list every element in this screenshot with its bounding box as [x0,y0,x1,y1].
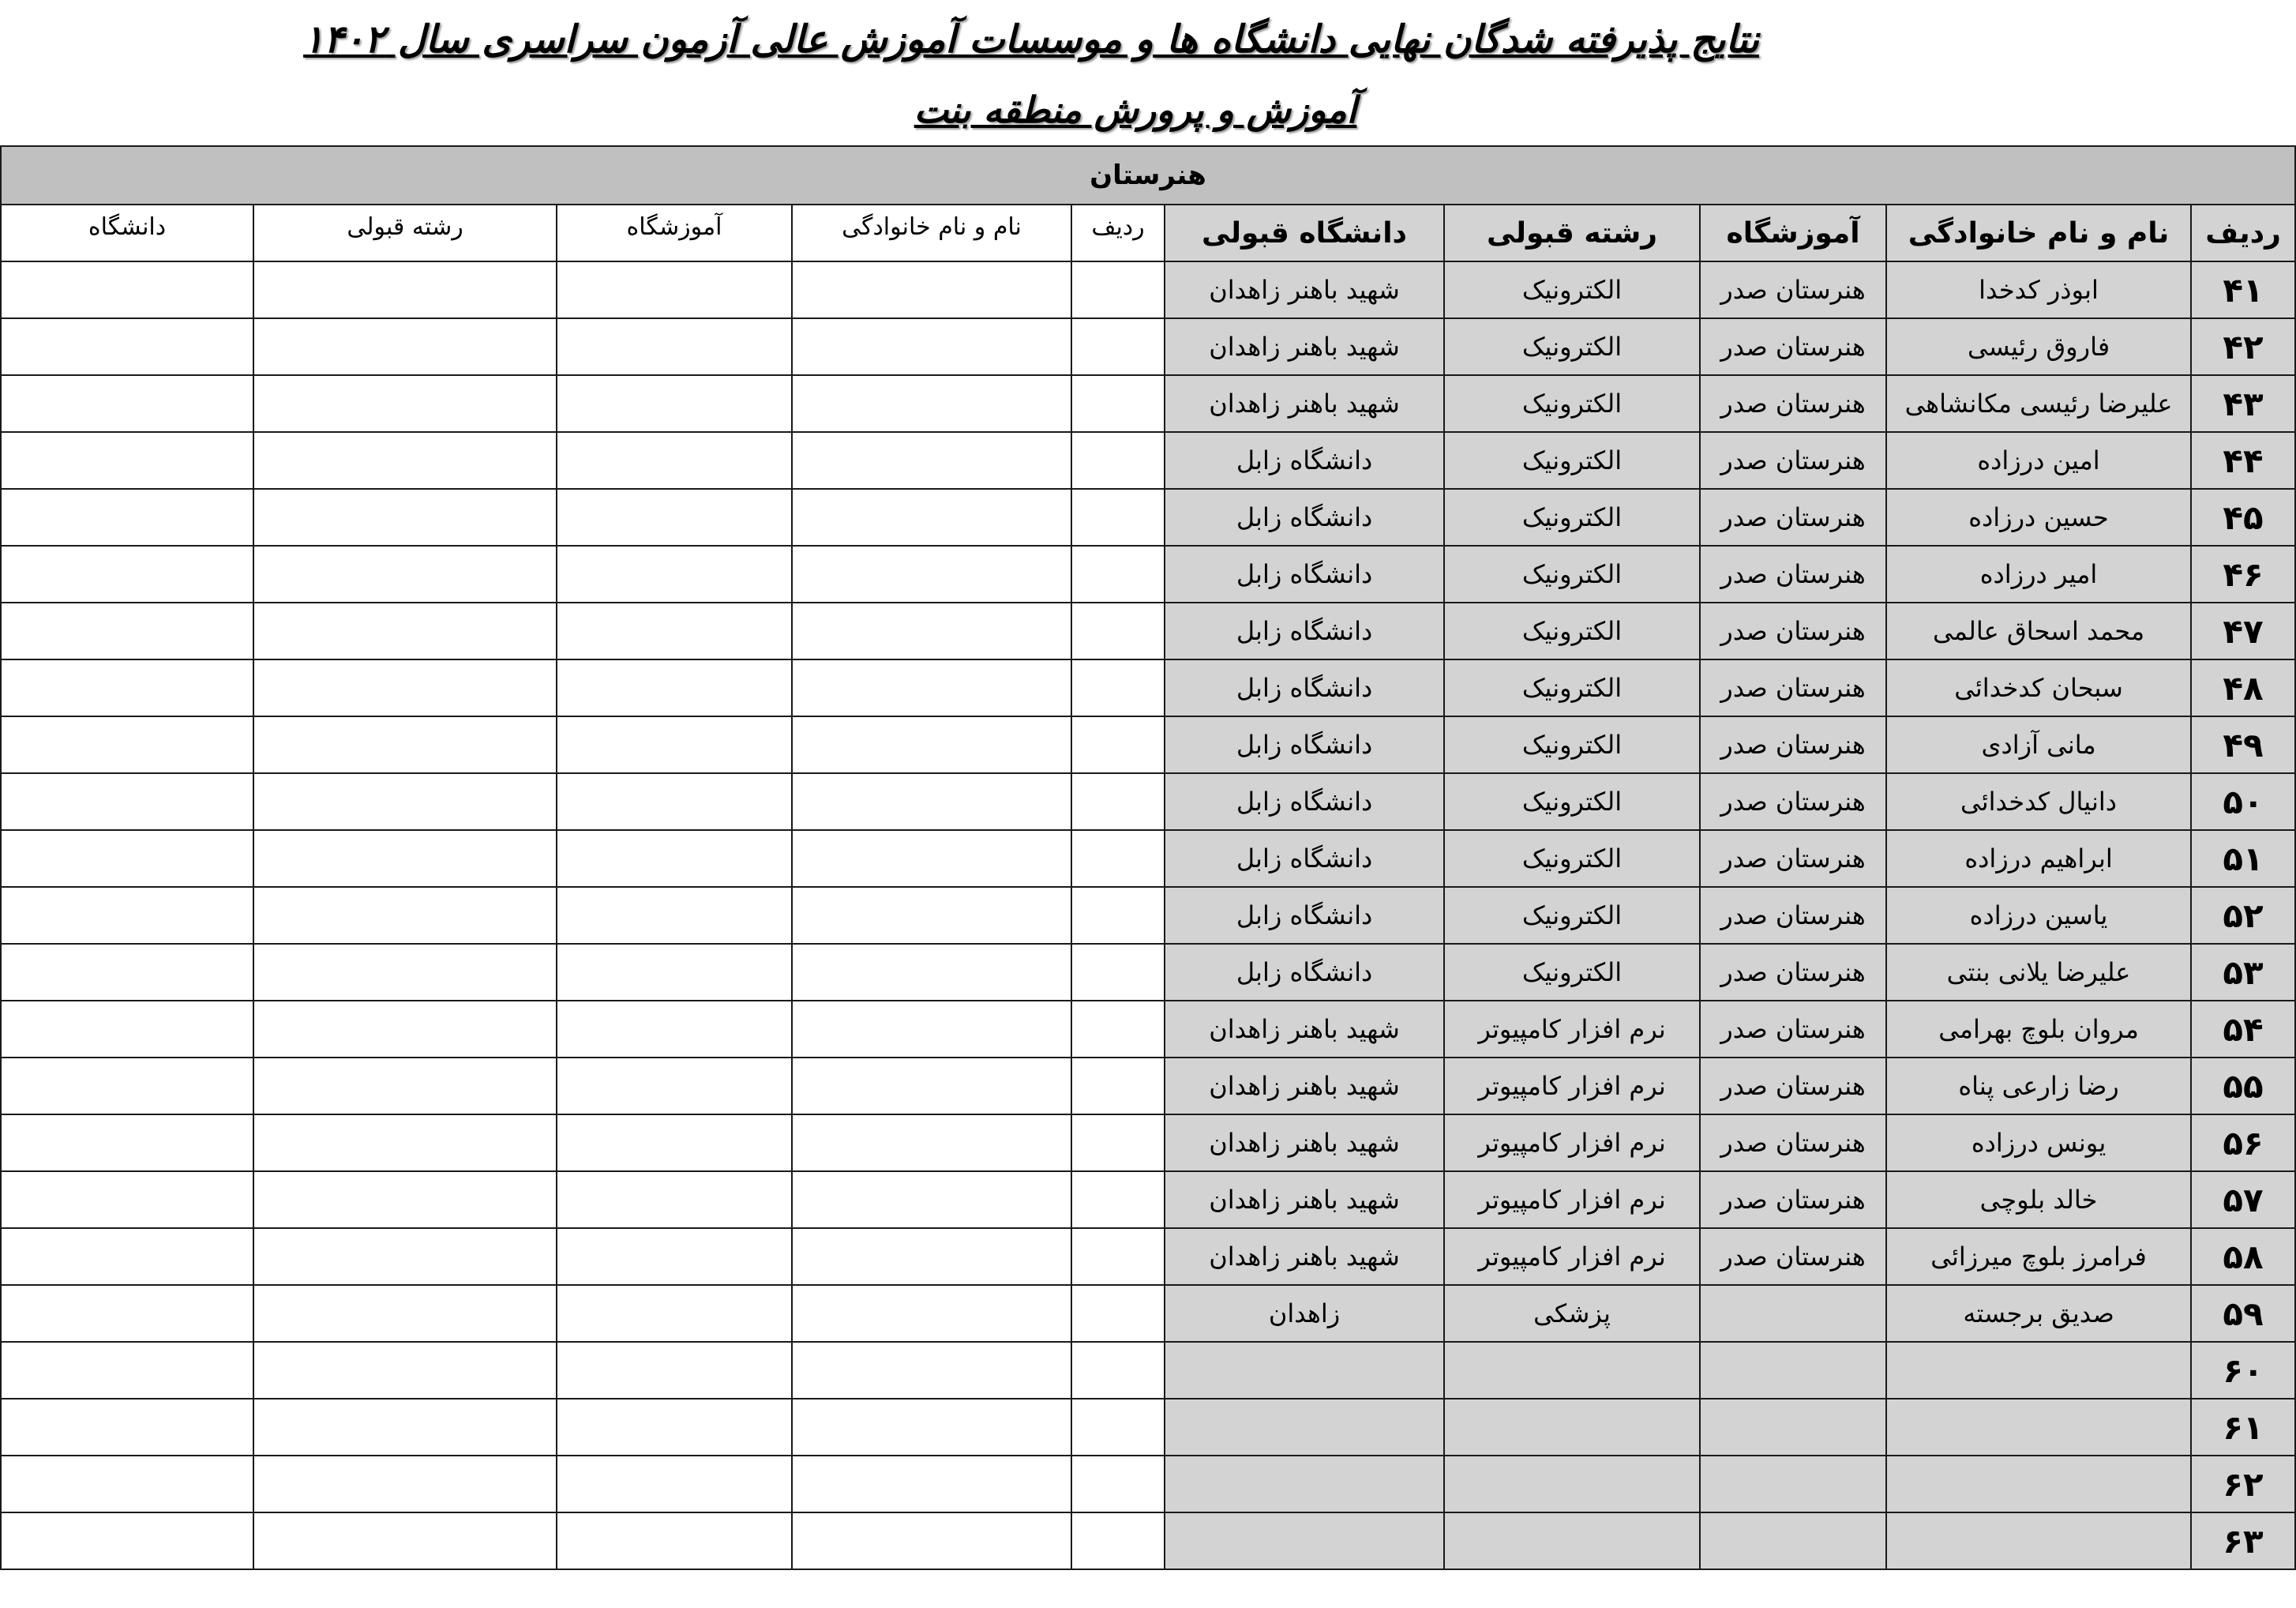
empty-cell [557,489,792,546]
header-school-2: آموزشگاه [557,205,792,261]
empty-cell [792,1114,1071,1171]
table-row [1,432,2295,489]
empty-cell [253,944,557,1001]
header-field: رشته قبولی [1444,205,1700,261]
empty-cell [557,659,792,716]
empty-cell [557,375,792,432]
empty-cell [253,432,557,489]
table-row [1,887,2295,944]
name-cell: ابراهیم درزاده [1886,830,2191,887]
header-field-2: رشته قبولی [253,205,557,261]
name-cell: علیرضا یلانی بنتی [1886,944,2191,1001]
name-cell: فرامرز بلوچ میرزائی [1886,1228,2191,1285]
empty-cell [1,1228,253,1285]
school-cell: هنرستان صدر [1700,773,1886,830]
empty-cell [557,1228,792,1285]
university-cell: زاهدان [1165,1285,1444,1342]
table-row [1,375,2295,432]
school-cell: هنرستان صدر [1700,603,1886,659]
row-number-cell: ۵۵ [2191,1058,2295,1114]
empty-cell [253,261,557,318]
name-cell: مروان بلوچ بهرامی [1886,1001,2191,1058]
university-cell: شهید باهنر زاهدان [1165,375,1444,432]
university-cell: شهید باهنر زاهدان [1165,261,1444,318]
empty-cell [1,432,253,489]
empty-cell [253,773,557,830]
table-row [1,1171,2295,1228]
empty-cell [253,887,557,944]
empty-cell [1071,1285,1165,1342]
field-cell [1444,1399,1700,1456]
empty-cell [1,603,253,659]
school-cell [1700,1456,1886,1512]
empty-cell [792,1512,1071,1569]
empty-cell [792,318,1071,375]
empty-cell [792,887,1071,944]
university-cell: شهید باهنر زاهدان [1165,1114,1444,1171]
empty-cell [792,432,1071,489]
row-number-cell: ۶۲ [2191,1456,2295,1512]
name-cell: رضا زارعی پناه [1886,1058,2191,1114]
school-cell: هنرستان صدر [1700,1228,1886,1285]
empty-cell [253,489,557,546]
name-cell: خالد بلوچی [1886,1171,2191,1228]
empty-cell [557,1001,792,1058]
university-cell: دانشگاه زابل [1165,603,1444,659]
empty-cell [1,773,253,830]
page-subtitle: آموزش و پرورش منطقه بنت [914,88,1357,131]
school-cell: هنرستان صدر [1700,1058,1886,1114]
header-row-number: ردیف [2191,205,2295,261]
header-university-2: دانشگاه [1,205,253,261]
empty-cell [253,716,557,773]
empty-cell [557,603,792,659]
school-cell: هنرستان صدر [1700,830,1886,887]
field-cell: الکترونیک [1444,489,1700,546]
field-cell: پزشکی [1444,1285,1700,1342]
field-cell: الکترونیک [1444,887,1700,944]
empty-cell [253,1342,557,1399]
row-number-cell: ۶۰ [2191,1342,2295,1399]
empty-cell [1,1512,253,1569]
row-number-cell: ۴۴ [2191,432,2295,489]
empty-cell [1,1456,253,1512]
empty-cell [1071,261,1165,318]
empty-cell [1071,1114,1165,1171]
empty-cell [557,546,792,603]
empty-cell [1071,1399,1165,1456]
university-cell: شهید باهنر زاهدان [1165,1001,1444,1058]
empty-cell [792,830,1071,887]
empty-cell [557,716,792,773]
table-row [1,1512,2295,1569]
empty-cell [792,944,1071,1001]
field-cell: نرم افزار کامپیوتر [1444,1171,1700,1228]
empty-cell [253,830,557,887]
empty-cell [1,887,253,944]
empty-cell [253,1285,557,1342]
table-row [1,1285,2295,1342]
field-cell: الکترونیک [1444,432,1700,489]
university-cell: دانشگاه زابل [1165,432,1444,489]
row-number-cell: ۵۷ [2191,1171,2295,1228]
empty-cell [1071,1171,1165,1228]
name-cell: دانیال کدخدائی [1886,773,2191,830]
row-number-cell: ۴۳ [2191,375,2295,432]
name-cell: سبحان کدخدائی [1886,659,2191,716]
empty-cell [253,1001,557,1058]
empty-cell [792,1456,1071,1512]
empty-cell [1071,1228,1165,1285]
empty-cell [557,1456,792,1512]
empty-cell [253,603,557,659]
field-cell: الکترونیک [1444,261,1700,318]
name-cell: یاسین درزاده [1886,887,2191,944]
empty-cell [557,1114,792,1171]
empty-cell [792,1285,1071,1342]
empty-cell [1071,546,1165,603]
school-cell: هنرستان صدر [1700,1171,1886,1228]
field-cell: الکترونیک [1444,603,1700,659]
table-header-row [1,205,2295,261]
empty-cell [1071,1512,1165,1569]
school-cell: هنرستان صدر [1700,887,1886,944]
empty-cell [1071,432,1165,489]
row-number-cell: ۴۵ [2191,489,2295,546]
field-cell: نرم افزار کامپیوتر [1444,1001,1700,1058]
empty-cell [1,944,253,1001]
university-cell: دانشگاه زابل [1165,489,1444,546]
table-row [1,603,2295,659]
empty-cell [557,830,792,887]
table-row [1,659,2295,716]
empty-cell [1071,1001,1165,1058]
school-cell: هنرستان صدر [1700,546,1886,603]
field-cell: نرم افزار کامپیوتر [1444,1058,1700,1114]
name-cell: یونس درزاده [1886,1114,2191,1171]
empty-cell [1071,1342,1165,1399]
row-number-cell: ۴۶ [2191,546,2295,603]
school-cell: هنرستان صدر [1700,944,1886,1001]
field-cell [1444,1512,1700,1569]
empty-cell [557,1058,792,1114]
results-table [0,145,2296,1570]
row-number-cell: ۵۲ [2191,887,2295,944]
field-cell: الکترونیک [1444,830,1700,887]
school-cell: هنرستان صدر [1700,716,1886,773]
table-row [1,944,2295,1001]
university-cell [1165,1342,1444,1399]
university-cell: دانشگاه زابل [1165,830,1444,887]
university-cell: شهید باهنر زاهدان [1165,1058,1444,1114]
empty-cell [1071,489,1165,546]
table-row [1,1399,2295,1456]
name-cell: حسین درزاده [1886,489,2191,546]
empty-cell [792,773,1071,830]
empty-cell [1,1399,253,1456]
empty-cell [557,944,792,1001]
empty-cell [1,716,253,773]
row-number-cell: ۵۴ [2191,1001,2295,1058]
empty-cell [253,1399,557,1456]
table-row [1,261,2295,318]
empty-cell [1071,887,1165,944]
table-row [1,1114,2295,1171]
university-cell: شهید باهنر زاهدان [1165,318,1444,375]
empty-cell [792,261,1071,318]
empty-cell [253,1114,557,1171]
empty-cell [792,375,1071,432]
field-cell: الکترونیک [1444,318,1700,375]
table-row [1,546,2295,603]
name-cell [1886,1342,2191,1399]
table-row [1,489,2295,546]
row-number-cell: ۶۳ [2191,1512,2295,1569]
header-university: دانشگاه قبولی [1165,205,1444,261]
empty-cell [1,1001,253,1058]
header-row-number-2: ردیف [1071,205,1165,261]
university-cell [1165,1512,1444,1569]
row-number-cell: ۵۳ [2191,944,2295,1001]
field-cell: نرم افزار کامپیوتر [1444,1228,1700,1285]
row-number-cell: ۵۱ [2191,830,2295,887]
table-row [1,1001,2295,1058]
empty-cell [1,1285,253,1342]
empty-cell [792,659,1071,716]
school-cell: هنرستان صدر [1700,261,1886,318]
empty-cell [557,887,792,944]
table-row [1,1342,2295,1399]
empty-cell [557,1512,792,1569]
empty-cell [1071,603,1165,659]
name-cell: امیر درزاده [1886,546,2191,603]
empty-cell [792,1058,1071,1114]
header-name: نام و نام خانوادگی [1886,205,2191,261]
name-cell: علیرضا رئیسی مکانشاهی [1886,375,2191,432]
empty-cell [253,1171,557,1228]
school-cell: هنرستان صدر [1700,1114,1886,1171]
row-number-cell: ۵۹ [2191,1285,2295,1342]
school-cell: هنرستان صدر [1700,375,1886,432]
row-number-cell: ۴۱ [2191,261,2295,318]
empty-cell [557,261,792,318]
university-cell [1165,1399,1444,1456]
empty-cell [1,1058,253,1114]
empty-cell [1071,318,1165,375]
field-cell [1444,1456,1700,1512]
field-cell [1444,1342,1700,1399]
page-title: نتایج پذیرفته شدگان نهایی دانشگاه ها و موسسات آموزش عالی آزمون سراسری سال ۱۴۰۲ [303,17,1759,62]
row-number-cell: ۶۱ [2191,1399,2295,1456]
school-cell [1700,1399,1886,1456]
empty-cell [253,1058,557,1114]
empty-cell [557,1342,792,1399]
university-cell: دانشگاه زابل [1165,944,1444,1001]
empty-cell [1,318,253,375]
school-cell [1700,1342,1886,1399]
school-cell: هنرستان صدر [1700,489,1886,546]
empty-cell [792,1171,1071,1228]
row-number-cell: ۴۷ [2191,603,2295,659]
university-cell: دانشگاه زابل [1165,773,1444,830]
empty-cell [1,1171,253,1228]
empty-cell [792,1228,1071,1285]
empty-cell [1071,375,1165,432]
table-row [1,318,2295,375]
table-row [1,773,2295,830]
empty-cell [557,1171,792,1228]
table-row [1,1456,2295,1512]
name-cell: فاروق رئیسی [1886,318,2191,375]
school-cell: هنرستان صدر [1700,318,1886,375]
empty-cell [557,432,792,489]
empty-cell [1071,830,1165,887]
empty-cell [1,489,253,546]
table-row [1,716,2295,773]
empty-cell [1071,773,1165,830]
field-cell: الکترونیک [1444,716,1700,773]
university-cell [1165,1456,1444,1512]
name-cell [1886,1456,2191,1512]
empty-cell [1071,1456,1165,1512]
school-cell [1700,1512,1886,1569]
school-cell [1700,1285,1886,1342]
row-number-cell: ۵۸ [2191,1228,2295,1285]
empty-cell [792,546,1071,603]
empty-cell [253,1512,557,1569]
table-row [1,1228,2295,1285]
table-row [1,1058,2295,1114]
empty-cell [1,830,253,887]
row-number-cell: ۵۰ [2191,773,2295,830]
school-cell: هنرستان صدر [1700,1001,1886,1058]
empty-cell [253,1456,557,1512]
field-cell: الکترونیک [1444,546,1700,603]
header-school: آموزشگاه [1700,205,1886,261]
table-row [1,830,2295,887]
empty-cell [792,1399,1071,1456]
university-cell: شهید باهنر زاهدان [1165,1171,1444,1228]
name-cell: ابوذر کدخدا [1886,261,2191,318]
university-cell: شهید باهنر زاهدان [1165,1228,1444,1285]
university-cell: دانشگاه زابل [1165,659,1444,716]
empty-cell [253,375,557,432]
row-number-cell: ۵۶ [2191,1114,2295,1171]
school-cell: هنرستان صدر [1700,432,1886,489]
university-cell: دانشگاه زابل [1165,716,1444,773]
empty-cell [253,318,557,375]
name-cell: صدیق برجسته [1886,1285,2191,1342]
header-name-2: نام و نام خانوادگی [792,205,1071,261]
field-cell: الکترونیک [1444,375,1700,432]
empty-cell [1071,1058,1165,1114]
university-cell: دانشگاه زابل [1165,887,1444,944]
empty-cell [557,773,792,830]
empty-cell [253,1228,557,1285]
name-cell [1886,1399,2191,1456]
field-cell: الکترونیک [1444,773,1700,830]
empty-cell [253,546,557,603]
name-cell: محمد اسحاق عالمی [1886,603,2191,659]
empty-cell [1,261,253,318]
empty-cell [1071,659,1165,716]
empty-cell [1,1114,253,1171]
empty-cell [557,318,792,375]
empty-cell [557,1399,792,1456]
field-cell: نرم افزار کامپیوتر [1444,1114,1700,1171]
row-number-cell: ۴۸ [2191,659,2295,716]
section-title: هنرستان [1,146,2295,205]
empty-cell [1,546,253,603]
empty-cell [792,489,1071,546]
school-cell: هنرستان صدر [1700,659,1886,716]
empty-cell [253,659,557,716]
empty-cell [1,375,253,432]
field-cell: الکترونیک [1444,659,1700,716]
empty-cell [557,1285,792,1342]
empty-cell [1071,944,1165,1001]
empty-cell [1,659,253,716]
empty-cell [792,716,1071,773]
row-number-cell: ۴۹ [2191,716,2295,773]
empty-cell [792,1342,1071,1399]
name-cell [1886,1512,2191,1569]
empty-cell [792,1001,1071,1058]
empty-cell [1071,716,1165,773]
empty-cell [792,603,1071,659]
name-cell: مانی آزادی [1886,716,2191,773]
name-cell: امین درزاده [1886,432,2191,489]
field-cell: الکترونیک [1444,944,1700,1001]
row-number-cell: ۴۲ [2191,318,2295,375]
empty-cell [1,1342,253,1399]
university-cell: دانشگاه زابل [1165,546,1444,603]
